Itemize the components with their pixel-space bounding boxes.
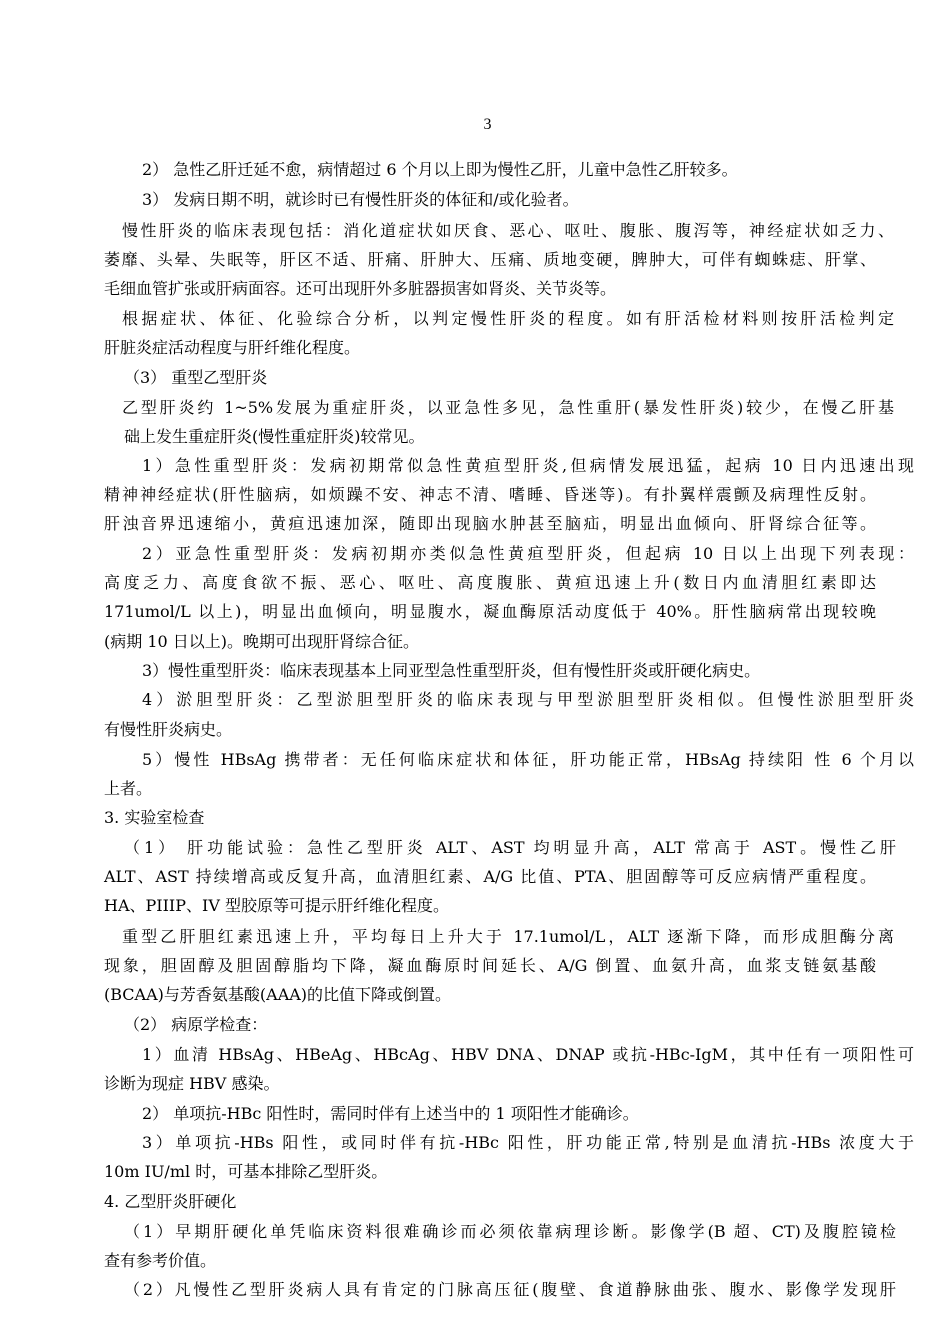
text-line: 4）淤胆型肝炎：乙型淤胆型肝炎的临床表现与甲型淤胆型肝炎相似。但慢性淤胆型肝炎: [142, 690, 914, 709]
text-line: 3）慢性重型肝炎：临床表现基本上同亚型急性重型肝炎，但有慢性肝炎或肝硬化病史。: [142, 661, 761, 680]
text-line: HA、PIIIP、IV 型胶原等可提示肝纤维化程度。: [104, 896, 449, 915]
text-line: 1）急性重型肝炎：发病初期常似急性黄疸型肝炎,但病情发展迅猛，起病 10 日内迅速出现: [142, 456, 914, 475]
text-line: 重型乙肝胆红素迅速上升，平均每日上升大于 17.1umol/L，ALT 逐渐下降，而形成胆酶分离: [122, 927, 894, 946]
text-line: 2） 单项抗-HBc 阳性时，需同时伴有上述当中的 1 项阳性才能确诊。: [142, 1104, 639, 1123]
text-line: 高度乏力、高度食欲不振、恶心、呕吐、高度腹胀、黄疸迅速上升(数日内血清胆红素即达: [104, 573, 876, 592]
text-line: 3. 实验室检查: [104, 808, 205, 827]
text-line: （2）凡慢性乙型肝炎病人具有肯定的门脉高压征(腹壁、食道静脉曲张、腹水、影像学发现肝: [124, 1280, 896, 1299]
text-line: 现象，胆固醇及胆固醇脂均下降，凝血酶原时间延长、A/G 倒置、血氨升高，血浆支链氨基酸: [104, 956, 876, 975]
text-line: 10m IU/ml 时，可基本排除乙型肝炎。: [104, 1162, 388, 1181]
text-line: 础上发生重症肝炎(慢性重症肝炎)较常见。: [124, 427, 425, 446]
text-line: 萎靡、头晕、失眠等，肝区不适、肝痛、肝肿大、压痛、质地变硬，脾肿大，可伴有蜘蛛痣、肝掌、: [104, 250, 876, 269]
text-line: 有慢性肝炎病史。: [104, 720, 233, 739]
text-line: 精神神经症状(肝性脑病，如烦躁不安、神志不清、嗜睡、昏迷等)。有扑翼样震颤及病理性反射。: [104, 485, 876, 504]
text-line: 上者。: [104, 779, 153, 798]
text-line: 2） 急性乙肝迁延不愈，病情超过 6 个月以上即为慢性乙肝，儿童中急性乙肝较多。: [142, 160, 738, 179]
text-line: ALT、AST 持续增高或反复升高，血清胆红素、A/G 比值、PTA、胆固醇等可反应病情严重程度。: [104, 867, 876, 886]
text-line: 肝脏炎症活动程度与肝纤维化程度。: [104, 338, 361, 357]
text-line: 1）血清 HBsAg、HBeAg、HBcAg、HBV DNA、DNAP 或抗-HBc-IgM，其中任有一项阳性可: [142, 1045, 914, 1064]
text-line: （1） 肝功能试验：急性乙型肝炎 ALT、AST 均明显升高，ALT 常高于 AST。慢性乙肝: [124, 838, 896, 857]
text-line: 诊断为现症 HBV 感染。: [104, 1074, 280, 1093]
text-line: （1）早期肝硬化单凭临床资料很难确诊而必须依靠病理诊断。影像学(B 超、CT)及腹腔镜检: [124, 1222, 896, 1241]
text-line: (病期 10 日以上)。晚期可出现肝肾综合征。: [104, 632, 420, 651]
text-line: 乙型肝炎约 1~5%发展为重症肝炎，以亚急性多见，急性重肝(暴发性肝炎)较少，在慢乙肝基: [122, 398, 894, 417]
text-line: 根据症状、体征、化验综合分析，以判定慢性肝炎的程度。如有肝活检材料则按肝活检判定: [122, 309, 894, 328]
text-line: (BCAA)与芳香氨基酸(AAA)的比值下降或倒置。: [104, 985, 452, 1004]
text-line: 毛细血管扩张或肝病面容。还可出现肝外多脏器损害如肾炎、关节炎等。: [104, 279, 617, 298]
text-line: 3） 发病日期不明，就诊时已有慢性肝炎的体征和/或化验者。: [142, 190, 579, 209]
page-number: 3: [483, 116, 492, 133]
text-line: 慢性肝炎的临床表现包括：消化道症状如厌食、恶心、呕吐、腹胀、腹泻等，神经症状如乏力、: [122, 221, 894, 240]
text-line: 肝浊音界迅速缩小，黄疸迅速加深，随即出现脑水肿甚至脑疝，明显出血倾向、肝肾综合征等。: [104, 514, 876, 533]
text-line: 5）慢性 HBsAg 携带者：无任何临床症状和体征，肝功能正常，HBsAg 持续阳 性 6 个月以: [142, 750, 914, 769]
text-line: 2）亚急性重型肝炎：发病初期亦类似急性黄疸型肝炎，但起病 10 日以上出现下列表现：: [142, 544, 914, 563]
text-line: 4. 乙型肝炎肝硬化: [104, 1192, 237, 1211]
text-line: 171umol/L 以上)，明显出血倾向，明显腹水，凝血酶原活动度低于 40%。肝性脑病常出现较晚: [104, 602, 876, 621]
text-line: （2） 病原学检查：: [124, 1015, 268, 1034]
text-line: 查有参考价值。: [104, 1251, 217, 1270]
text-line: （3） 重型乙型肝炎: [124, 368, 268, 387]
text-line: 3）单项抗-HBs 阳性，或同时伴有抗-HBc 阳性，肝功能正常,特别是血清抗-HBs 浓度大于: [142, 1133, 914, 1152]
